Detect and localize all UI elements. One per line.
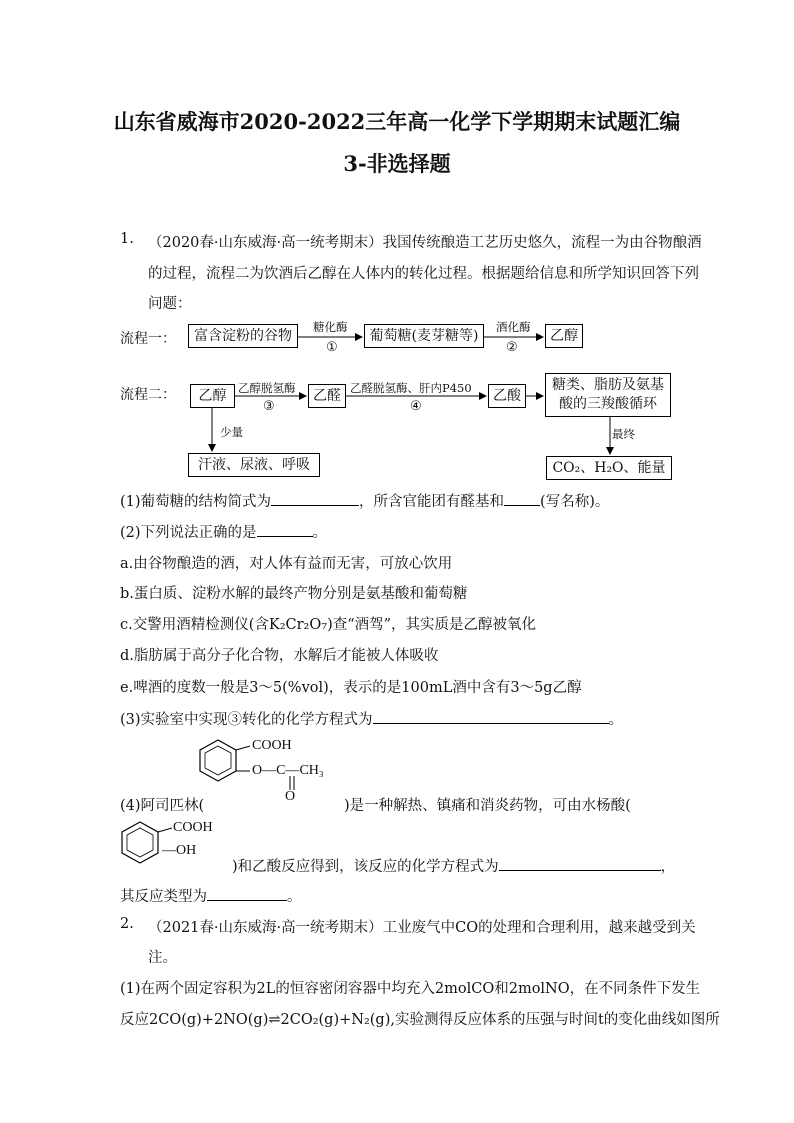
flow1-arrow2-enzyme: 酒化酶 xyxy=(496,320,531,334)
flow1-box-glucose: 葡萄糖(麦芽糖等) xyxy=(364,324,484,348)
aspirin-cooh: COOH xyxy=(252,738,292,753)
flow2-arrow2-enzyme: 乙醛脱氢酶、肝内P450 xyxy=(350,381,472,395)
text: (写名称)。 xyxy=(540,494,610,510)
option-a: a.由谷物酿造的酒，对人体有益而无害，可放心饮用 xyxy=(120,556,453,572)
text: 其反应类型为 xyxy=(120,889,207,905)
question-stem: 注。 xyxy=(148,950,177,966)
flow2-box-acetaldehyde: 乙醛 xyxy=(308,384,346,408)
flow2-box-cycle-line2: 酸的三羧酸循环 xyxy=(559,396,657,412)
subquestion-4-type xyxy=(120,885,302,906)
question-stem: 的过程，流程二为饮酒后乙醇在人体内的转化过程。根据题给信息和所学知识回答下列 xyxy=(148,266,699,282)
flow1-arrow2-num: ② xyxy=(506,340,518,355)
flow2-box-ethanol: 乙醇 xyxy=(190,384,235,408)
flow2-arrow2-num: ④ xyxy=(410,399,422,414)
subquestion-3 xyxy=(120,708,623,729)
subquestion-1 xyxy=(120,490,609,511)
flow1-label: 流程一： xyxy=(120,331,176,347)
subquestion-4-start: (4)阿司匹林( xyxy=(120,798,205,814)
flow2-box-acetic-acid: 乙酸 xyxy=(488,384,526,408)
text: (3)实验室中实现③转化的化学方程式为 xyxy=(120,712,373,728)
question-stem: （2021春·山东威海·高一统考期末）工业废气中CO的处理和合理利用，越来越受到关 xyxy=(148,920,696,936)
flow2-box-excretion: 汗液、尿液、呼吸 xyxy=(188,453,320,477)
text: ，所含官能团有醛基和 xyxy=(359,494,505,510)
text: (2)下列说法正确的是 xyxy=(120,525,257,541)
flow2-down1-label: 少量 xyxy=(220,425,243,439)
subquestion-4-equation xyxy=(232,855,675,876)
answer-blank[interactable] xyxy=(499,856,661,871)
flow2-box-products: CO₂、H₂O、能量 xyxy=(546,456,672,480)
answer-blank[interactable] xyxy=(373,709,609,724)
flow1-arrow1-enzyme: 糖化酶 xyxy=(313,320,348,334)
answer-blank[interactable] xyxy=(257,522,313,537)
answer-blank[interactable] xyxy=(504,491,540,506)
text: ， xyxy=(660,859,676,875)
aspirin-carbonyl-o: O xyxy=(285,789,296,804)
option-b: b.蛋白质、淀粉水解的最终产物分别是氨基酸和葡萄糖 xyxy=(120,586,468,602)
flow2-arrow1-num: ③ xyxy=(263,399,275,414)
answer-blank[interactable] xyxy=(207,886,287,901)
salicylic-oh: —OH xyxy=(162,843,197,858)
text: )和乙酸反应得到，该反应的化学方程式为 xyxy=(232,859,499,875)
flow2-label: 流程二： xyxy=(120,387,176,403)
flow1-box-grain: 富含淀粉的谷物 xyxy=(188,324,298,348)
question-number: 2. xyxy=(120,916,134,932)
text: 。 xyxy=(312,525,328,541)
flow2-arrow1-enzyme: 乙醇脱氢酶 xyxy=(238,381,296,395)
answer-blank[interactable] xyxy=(271,491,359,506)
option-c: c.交警用酒精检测仪(含K₂Cr₂O₇)查“酒驾”，其实质是乙醇被氧化 xyxy=(120,617,537,633)
question-stem: 问题： xyxy=(148,296,192,312)
subquestion-4-mid: )是一种解热、镇痛和消炎药物，可由水杨酸( xyxy=(344,798,631,814)
page-subtitle: 3-非选择题 xyxy=(343,151,451,176)
salicylic-cooh: COOH xyxy=(173,820,213,835)
q2-subquestion-1: (1)在两个固定容积为2L的恒容密闭容器中均充入2molCO和2molNO，在不同条件下发生 xyxy=(120,981,701,997)
flow2-down2-label: 最终 xyxy=(612,427,635,441)
page-title: 山东省威海市2020-2022三年高一化学下学期期末试题汇编 xyxy=(113,109,681,134)
question-stem: （2020春·山东威海·高一统考期末）我国传统酿造工艺历史悠久，流程一为由谷物酿酒 xyxy=(148,235,702,251)
question-number: 1. xyxy=(120,231,134,247)
aspirin-chain: O—C—CH₃ xyxy=(252,763,324,778)
flow2-box-cycle xyxy=(545,373,671,417)
option-d: d.脂肪属于高分子化合物，水解后才能被人体吸收 xyxy=(120,648,439,664)
option-e: e.啤酒的度数一般是3～5(%vol)，表示的是100mL酒中含有3～5g乙醇 xyxy=(120,680,582,696)
flow1-arrow1-num: ① xyxy=(326,340,338,355)
flow1-box-ethanol: 乙醇 xyxy=(545,324,583,348)
text: (1)葡萄糖的结构简式为 xyxy=(120,494,272,510)
text: 。 xyxy=(287,889,302,905)
text: 。 xyxy=(608,712,624,728)
subquestion-2 xyxy=(120,521,327,542)
flow2-box-cycle-line1: 糖类、脂肪及氨基 xyxy=(552,377,664,393)
q2-subquestion-1-cont: 反应2CO(g)+2NO(g)⇌2CO₂(g)+N₂(g),实验测得反应体系的压强与时间t的变化曲线如图所 xyxy=(120,1012,720,1028)
